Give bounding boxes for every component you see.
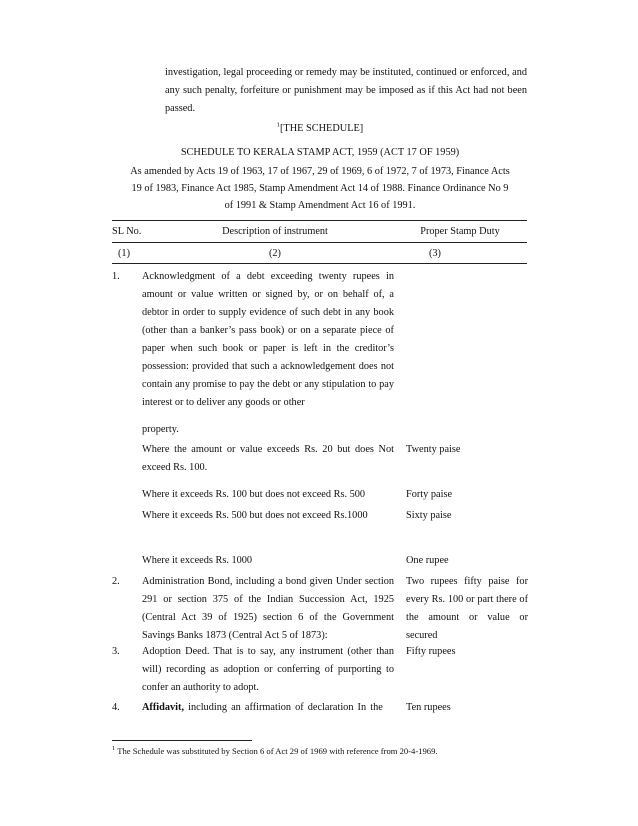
entry-3-duty: Fifty rupees <box>406 646 456 657</box>
entry-1-sub1-description: Where the amount or value exceeds Rs. 20 but does Not exceed Rs. 100. <box>142 444 394 473</box>
entry-1-sub2-duty: Forty paise <box>406 489 453 500</box>
footnote-marker: 1 <box>276 121 280 129</box>
col-number-3: (3) <box>428 248 441 259</box>
footnote <box>112 746 438 756</box>
col-number-1: (1) <box>118 248 131 259</box>
entry-4-bold-term: Affidavit, <box>142 702 185 713</box>
entry-2-description: Administration Bond, including a bond given Under section 291 or section 375 of the Indian Succession Act, 1925 (Central Act 39 of 1925) section 6 of the Government Savings Banks 1873 (Central Act 5 of 1873): <box>142 576 394 641</box>
entry-3-number: 3. <box>112 646 120 657</box>
header-bottom-rule <box>112 263 527 264</box>
entry-4-description <box>142 699 394 717</box>
schedule-heading-text: [THE SCHEDULE] <box>280 123 364 134</box>
table-top-rule <box>112 220 527 221</box>
entry-3-description: Adoption Deed. That is to say, any instrument (other than will) recording as adoption or conferring of purporting to confer an authority to adopt. <box>142 646 394 693</box>
header-description: Description of instrument <box>222 226 328 237</box>
entry-1-description-cont: property. <box>142 424 179 435</box>
entry-4-duty: Ten rupees <box>406 702 451 713</box>
header-sl-no: SL No. <box>112 226 142 237</box>
intro-paragraph: investigation, legal proceeding or remedy may be instituted, continued or enforced, and any such penalty, forfeiture or punishment may be imposed as if this Act had not been passed. <box>165 67 527 114</box>
schedule-heading <box>100 123 540 134</box>
schedule-title: SCHEDULE TO KERALA STAMP ACT, 1959 (ACT 17 OF 1959) <box>180 147 460 158</box>
entry-1-sub4-description: Where it exceeds Rs. 1000 <box>142 555 253 566</box>
entry-1-sub3-duty: Sixty paise <box>406 510 452 521</box>
entry-2-duty: Two rupees fifty paise for every Rs. 100 or part there of the amount or value or secured <box>406 576 528 641</box>
col-number-2: (2) <box>268 248 281 259</box>
entry-1-number: 1. <box>112 271 120 282</box>
header-stamp-duty: Proper Stamp Duty <box>420 226 500 237</box>
entry-4-number: 4. <box>112 702 120 713</box>
footnote-rule <box>112 740 252 741</box>
header-mid-rule <box>112 242 527 243</box>
entry-1-sub2-description: Where it exceeds Rs. 100 but does not exceed Rs. 500 <box>142 489 366 500</box>
entry-1-sub4-duty: One rupee <box>406 555 449 566</box>
entry-1-sub1-duty: Twenty paise <box>406 444 461 455</box>
footnote-text: The Schedule was substituted by Section 6 of Act 29 of 1969 with reference from 20-4-1969. <box>115 746 438 756</box>
footnote-number: 1 <box>112 745 116 753</box>
entry-4-description-text: including an affirmation of declaration In the <box>184 702 383 713</box>
amendments-note: As amended by Acts 19 of 1963, 17 of 1967, 29 of 1969, 6 of 1972, 7 of 1973, Finance Acts 19 of 1983, Finance Act 1985, Stamp Amendment Act 14 of 1988. Finance Ordinance No 9 of 1991 & Stamp Amendment Act 16 of 1991. <box>130 166 510 211</box>
entry-1-sub3-description: Where it exceeds Rs. 500 but does not exceed Rs.1000 <box>142 510 368 521</box>
entry-2-number: 2. <box>112 576 120 587</box>
entry-1-description: Acknowledgment of a debt exceeding twenty rupees in amount or value written or signed by, or on behalf of, a debtor in order to supply evidence of such debt in any book (other than a banker’s pass book) or on a separate piece of paper when such book or paper is left in the creditor’s possession: provided that such a acknowledgement does not contain any promise to pay the debt or any stipulation to pay interest or to deliver any goods or other <box>142 271 394 408</box>
